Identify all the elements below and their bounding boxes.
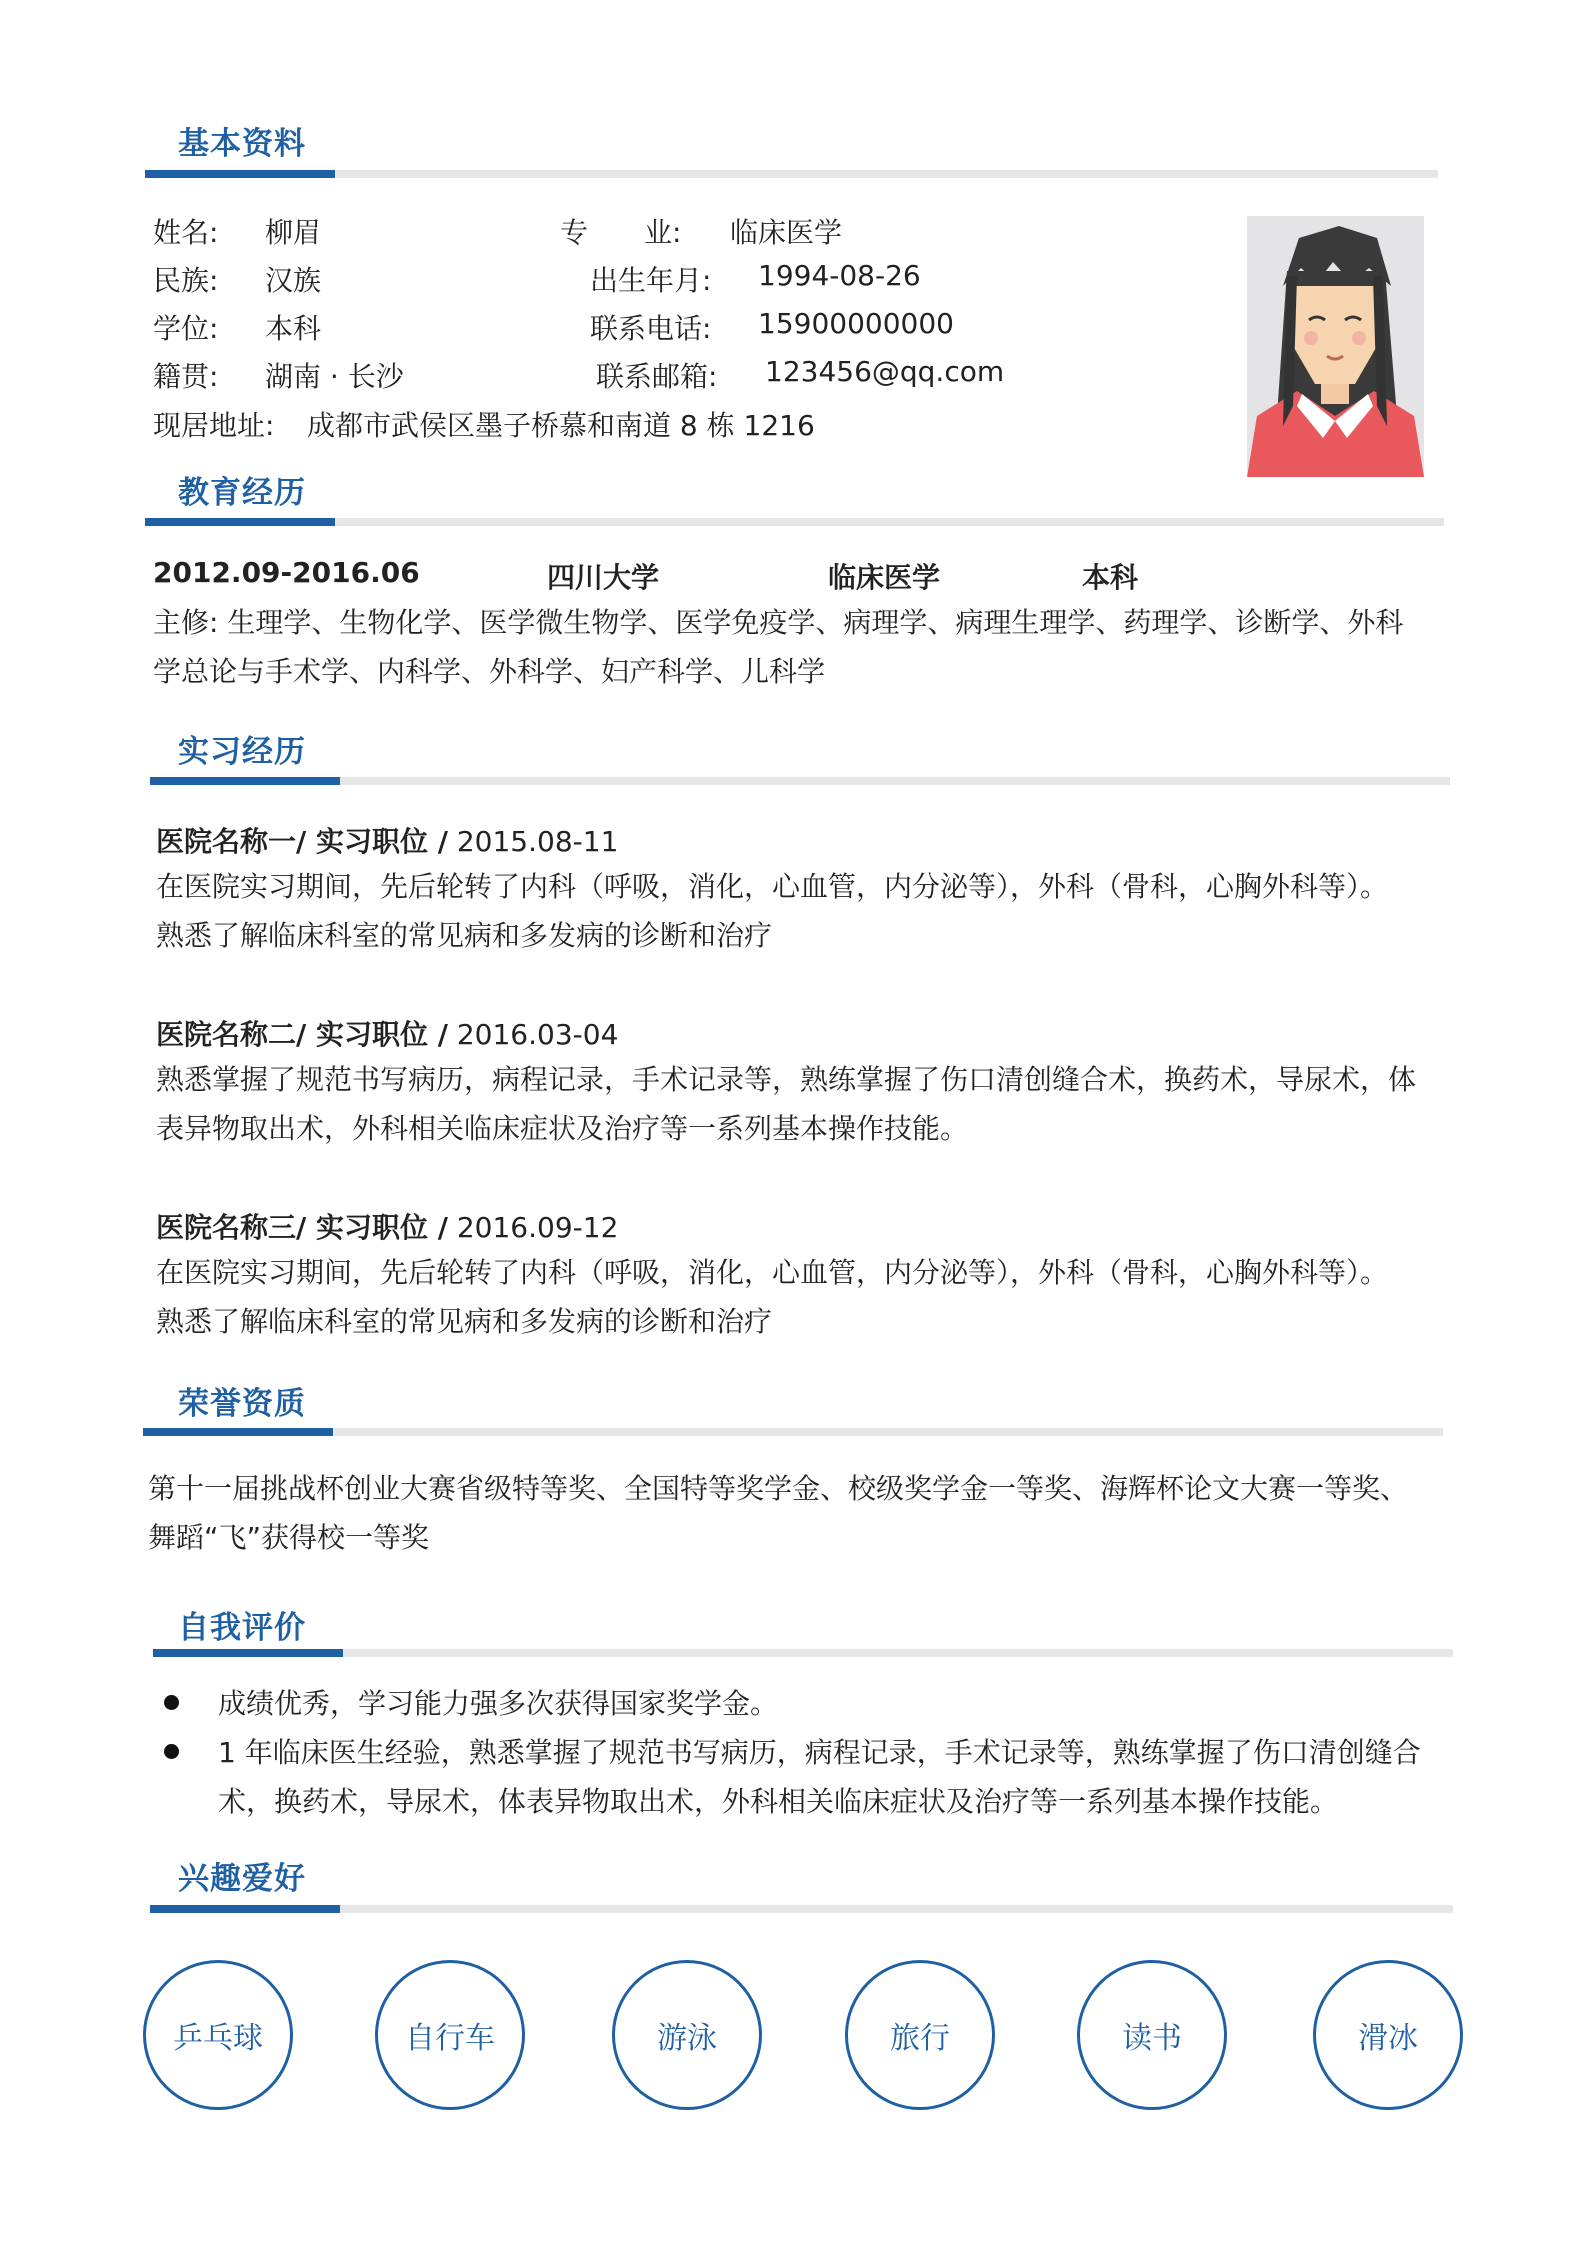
- section-title-basic: 基本资料: [178, 126, 306, 162]
- native-label: 籍贯:: [153, 360, 219, 393]
- bullet-icon: [164, 1695, 179, 1710]
- education-period: 2012.09-2016.06: [153, 556, 420, 589]
- degree-label: 学位:: [153, 312, 219, 345]
- self-eval-item-1: 成绩优秀，学习能力强多次获得国家奖学金。: [218, 1687, 779, 1720]
- name-value: 柳眉: [265, 216, 322, 249]
- address-value: 成都市武侯区墨子桥慕和南道 8 栋 1216: [307, 409, 815, 442]
- section-title-honors: 荣誉资质: [178, 1386, 306, 1422]
- hobby-skating: 滑冰: [1313, 1960, 1463, 2110]
- education-school: 四川大学: [547, 561, 660, 594]
- address-label: 现居地址:: [153, 409, 275, 442]
- name-label: 姓名:: [153, 216, 219, 249]
- bullet-icon: [164, 1744, 179, 1759]
- phone-label: 联系电话:: [590, 312, 712, 345]
- hobby-travel: 旅行: [845, 1960, 995, 2110]
- education-courses: 主修: 生理学、生物化学、医学微生物学、医学免疫学、病理学、病理生理学、药理学、诊断学、外科 学总论与手术学、内科学、外科学、妇产科学、儿科学: [153, 606, 1404, 688]
- ethnicity-label: 民族:: [153, 264, 219, 297]
- education-major: 临床医学: [828, 561, 941, 594]
- internship-1-header: 医院名称一/ 实习职位 / 2015.08-11: [156, 825, 619, 858]
- section-title-education: 教育经历: [178, 475, 306, 511]
- section-title-hobbies: 兴趣爱好: [178, 1861, 306, 1897]
- avatar: [1247, 216, 1424, 477]
- section-rule-self-eval: [153, 1649, 1453, 1657]
- major-label: 专 业:: [560, 216, 682, 249]
- hobby-swimming: 游泳: [612, 1960, 762, 2110]
- hobby-reading: 读书: [1077, 1960, 1227, 2110]
- section-title-self-eval: 自我评价: [178, 1610, 306, 1646]
- section-rule-basic: [145, 170, 1438, 178]
- email-value: 123456@qq.com: [765, 355, 1005, 388]
- internship-3-desc: 在医院实习期间，先后轮转了内科（呼吸，消化，心血管，内分泌等），外科（骨科，心胸外科等）。 熟悉了解临床科室的常见病和多发病的诊断和治疗: [156, 1256, 1389, 1338]
- self-eval-item-2: 1 年临床医生经验，熟悉掌握了规范书写病历，病程记录，手术记录等，熟练掌握了伤口清创缝合 术，换药术，导尿术，体表异物取出术，外科相关临床症状及治疗等一系列基本操作技能。: [218, 1736, 1421, 1818]
- degree-value: 本科: [265, 312, 322, 345]
- phone-value: 15900000000: [758, 307, 954, 340]
- internship-1-desc: 在医院实习期间，先后轮转了内科（呼吸，消化，心血管，内分泌等），外科（骨科，心胸外科等）。 熟悉了解临床科室的常见病和多发病的诊断和治疗: [156, 870, 1389, 952]
- hobby-pingpong: 乒乓球: [143, 1960, 293, 2110]
- internship-2-header: 医院名称二/ 实习职位 / 2016.03-04: [156, 1018, 619, 1051]
- native-value: 湖南 · 长沙: [265, 360, 404, 393]
- birth-value: 1994-08-26: [758, 259, 921, 292]
- birth-label: 出生年月:: [590, 264, 712, 297]
- major-value: 临床医学: [730, 216, 843, 249]
- section-title-internship: 实习经历: [178, 734, 306, 770]
- section-rule-hobbies: [150, 1905, 1453, 1913]
- section-rule-education: [145, 518, 1444, 526]
- internship-3-header: 医院名称三/ 实习职位 / 2016.09-12: [156, 1211, 619, 1244]
- hobby-cycling: 自行车: [375, 1960, 525, 2110]
- section-rule-honors: [143, 1428, 1443, 1436]
- honors-text: 第十一届挑战杯创业大赛省级特等奖、全国特等奖学金、校级奖学金一等奖、海辉杯论文大赛一等奖、 舞蹈“飞”获得校一等奖: [148, 1472, 1409, 1554]
- section-rule-internship: [150, 777, 1450, 785]
- email-label: 联系邮箱:: [596, 360, 718, 393]
- education-degree: 本科: [1082, 561, 1139, 594]
- internship-2-desc: 熟悉掌握了规范书写病历，病程记录，手术记录等，熟练掌握了伤口清创缝合术，换药术，导尿术，体 表异物取出术，外科相关临床症状及治疗等一系列基本操作技能。: [156, 1063, 1417, 1145]
- ethnicity-value: 汉族: [265, 264, 322, 297]
